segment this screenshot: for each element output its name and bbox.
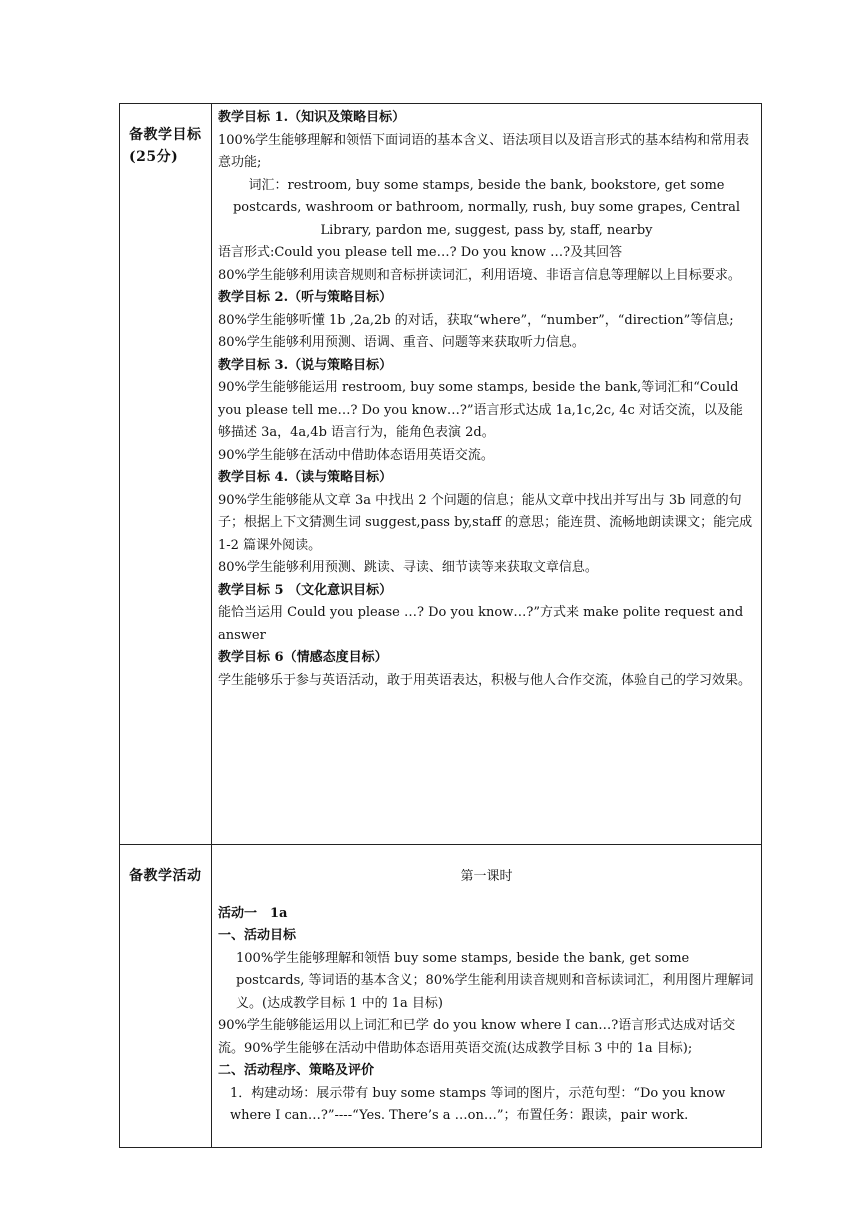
- section-heading: 教学目标 2.（听与策略目标）: [218, 290, 393, 305]
- section-heading: 教学目标 1.（知识及策略目标）: [218, 110, 406, 125]
- paragraph-line: 100%学生能够理解和领悟下面词语的基本含义、语法项目以及语言形式的基本结构和常用表意功能;: [218, 132, 750, 170]
- lesson-plan-table: [119, 103, 762, 1148]
- objectives-label: 备教学目标(25分): [120, 104, 212, 845]
- section-heading: 教学目标 3.（说与策略目标）: [218, 357, 393, 373]
- section-heading: 教学目标 5 （文化意识目标）: [218, 582, 393, 598]
- paragraph-line: 80%学生能够利用预测、跳读、寻读、细节读等来获取文章信息。: [218, 560, 598, 575]
- paragraph-line: 词汇：restroom, buy some stamps, beside the bank, bookstore, get some postcards, washroom or bathroom, normally, rush, buy some grapes, Central Library, pardon me, suggest, pass by, staff, nearby: [232, 177, 741, 238]
- paragraph-line: 90%学生能够在活动中借助体态语用英语交流。: [218, 447, 494, 463]
- paragraph-line: 1．构建动场：展示带有 buy some stamps 等词的图片，示范句型：“Do you know where I can…?”----“Yes. There’s a …on…”；布置任务：跟读，pair work.: [230, 1085, 726, 1123]
- objectives-content: [212, 104, 762, 845]
- section-heading: 一、活动目标: [218, 928, 297, 943]
- section-heading: 教学目标 4.（读与策略目标）: [218, 470, 393, 485]
- paragraph-line: 90%学生能够能运用 restroom, buy some stamps, beside the bank,等词汇和“Could you please tell me…? Do you know…?”语言形式达成 1a,1c,2c, 4c 对话交流，以及能够描述 3a，4a,4b 语言行为，能角色表演 2d。: [218, 380, 743, 440]
- objectives-row: [120, 104, 762, 845]
- paragraph-line: 90%学生能够能从文章 3a 中找出 2 个问题的信息；能从文章中找出并写出与 3b 同意的句子；根据上下文猜测生词 suggest,pass by,staff 的意思；能连贯、流畅地朗读课文；能完成 1-2 篇课外阅读。: [218, 492, 753, 553]
- paragraph-line: 能恰当运用 Could you please …? Do you know…?”方式来 make polite request and answer: [218, 605, 744, 643]
- paragraph-line: 80%学生能够听懂 1b ,2a,2b 的对话，获取“where”，“number”，“direction”等信息;: [218, 312, 734, 328]
- paragraph-line: 80%学生能够利用读音规则和音标拼读词汇，利用语境、非语言信息等理解以上目标要求。: [218, 267, 741, 283]
- paragraph-line: 90%学生能够能运用以上词汇和已学 do you know where I can…?语言形式达成对话交流。90%学生能够在活动中借助体态语用英语交流(达成教学目标 3 中的 1a 目标);: [218, 1018, 736, 1056]
- activities-label: 备教学活动: [120, 845, 212, 1148]
- section-heading: 活动一 1a: [218, 905, 288, 921]
- session-title: 第一课时: [460, 869, 513, 884]
- activities-row: [120, 845, 762, 1148]
- section-heading: 二、活动程序、策略及评价: [218, 1063, 375, 1078]
- paragraph-line: 100%学生能够理解和领悟 buy some stamps, beside the bank, get some postcards, 等词语的基本含义；80%学生能利用读音规则和音标读词汇，利用图片理解词义。(达成教学目标 1 中的 1a 目标): [236, 950, 754, 1011]
- paragraph-line: 语言形式:Could you please tell me…? Do you know …?及其回答: [218, 245, 623, 260]
- paragraph-line: 80%学生能够利用预测、语调、重音、问题等来获取听力信息。: [218, 335, 585, 350]
- paragraph-line: 学生能够乐于参与英语活动，敢于用英语表达，积极与他人合作交流，体验自己的学习效果。: [218, 672, 752, 688]
- activities-content: [212, 845, 762, 1148]
- section-heading: 教学目标 6（情感态度目标）: [218, 650, 388, 665]
